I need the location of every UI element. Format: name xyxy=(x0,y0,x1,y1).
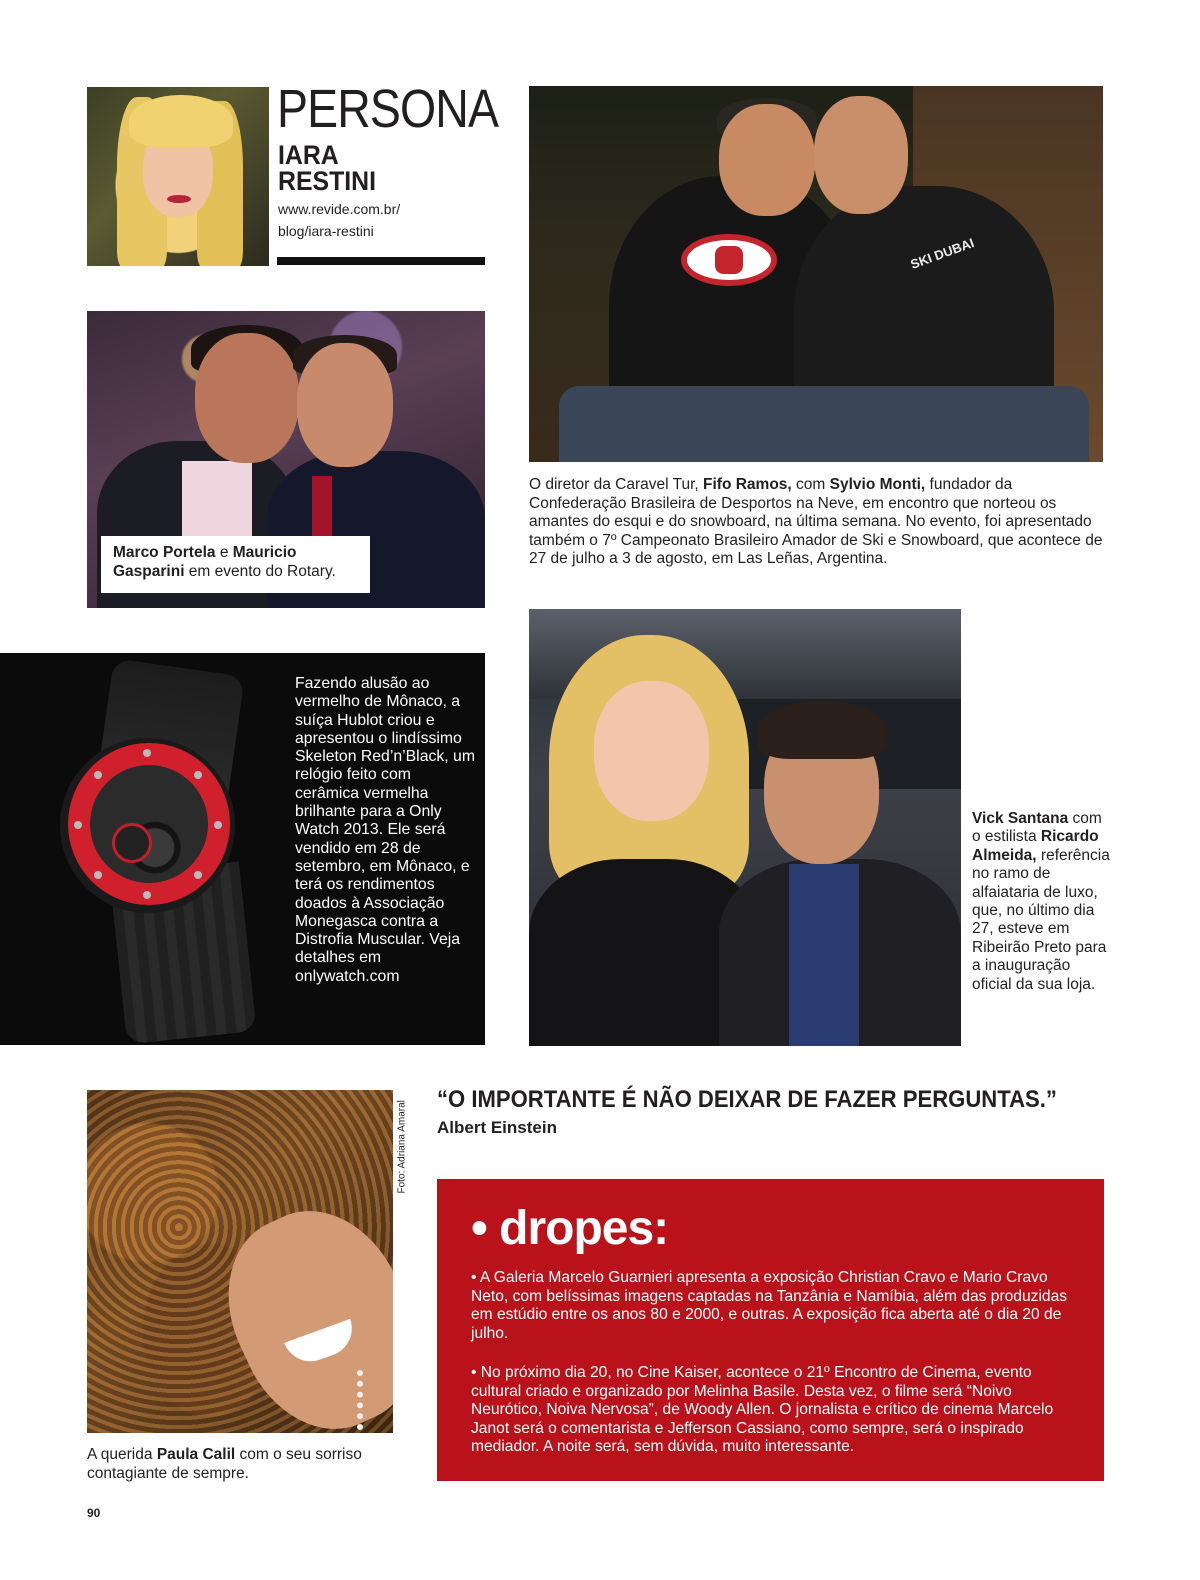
quote-author: Albert Einstein xyxy=(437,1118,557,1137)
watch-dial xyxy=(90,765,208,883)
caption-paula: A querida Paula Calil com o seu sorriso contagiante de sempre. xyxy=(87,1446,362,1482)
photo-fifo-sylvio xyxy=(529,86,1103,462)
watch-tourbillon xyxy=(112,823,152,863)
columnist-photo xyxy=(87,87,269,266)
section-title: PERSONA xyxy=(277,79,499,139)
watch-feature xyxy=(0,653,485,1045)
caption-marco-mauricio: Marco Portela e Mauricio Gasparini em evento do Rotary. xyxy=(101,536,370,593)
caption-vick-ricardo: Vick Santana com o estilista Ricardo Almeida, referência no ramo de alfaiataria de luxo, que, no último dia 27, esteve em Ribeirão Preto para a inauguração oficial da sua loja. xyxy=(972,810,1110,993)
columnist-name: IARA RESTINI xyxy=(278,140,376,196)
quote-text: “O IMPORTANTE É NÃO DEIXAR DE FAZER PERGUNTAS.” xyxy=(437,1086,1057,1113)
watch-description: Fazendo alusão ao vermelho de Mônaco, a suíça Hublot criou e apresentou o lindíssimo Skeleton Red’n’Black, um relógio feito com cerâmica vermelha brilhante para a Only Watch 2013. Ele será vendido em 28 de setembro, em Mônaco, e terá os rendimentos doados à Associação Monegasca contra a Distrofia Muscular. Veja detalhes em onlywatch.com xyxy=(295,675,475,985)
shirt-logo: SKI DUBAI xyxy=(908,235,977,272)
caption-fifo-sylvio: O diretor da Caravel Tur, Fifo Ramos, com Sylvio Monti, fundador da Confederação Brasileira de Desportos na Neve, em encontro que norteou os amantes do esqui e do snowboard, na última semana. No evento, foi apresentado também o 7º Campeonato Brasileiro Amador de Ski e Snowboard, que acontece de 27 de julho a 3 de agosto, em Las Leñas, Argentina. xyxy=(529,476,1103,567)
dropes-box xyxy=(437,1179,1104,1481)
photo-credit: Foto: Adriana Amaral xyxy=(396,1100,408,1194)
dropes-title: • dropes: xyxy=(471,1202,669,1255)
photo-vick-ricardo xyxy=(529,609,961,1046)
dropes-item-1: • A Galeria Marcelo Guarnieri apresenta a exposição Christian Cravo e Mario Cravo Neto, com belíssimas imagens captadas na Tanzânia e Namíbia, além das produzidas em estúdio entre os anos 80 e 2000, e outras. A exposição fica aberta até o dia 20 de julho. xyxy=(471,1269,1068,1342)
header-divider xyxy=(277,257,485,265)
columnist-blog-link[interactable]: www.revide.com.br/ blog/iara-restini xyxy=(278,201,401,239)
dropes-item-2: • No próximo dia 20, no Cine Kaiser, acontece o 21º Encontro de Cinema, evento cultural criado e organizado por Melinha Basile. Desta vez, o filme será “Noivo Neurótico, Noiva Nervosa”, de Woody Allen. O jornalista e crítico de cinema Marcelo Janot será o comentarista e Jefferson Cassiano, como sempre, será o inspirado mediador. A noite será, sem dúvida, muito interessante. xyxy=(471,1364,1054,1455)
page-number: 90 xyxy=(87,1506,101,1520)
photo-paula xyxy=(87,1090,393,1433)
